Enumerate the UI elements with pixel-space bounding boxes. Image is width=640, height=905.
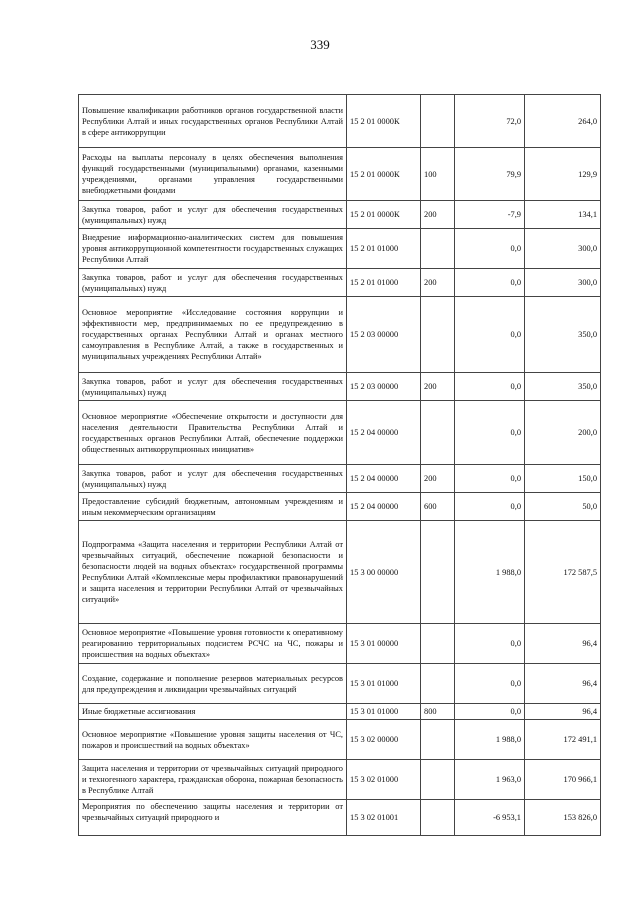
row-name: Основное мероприятие «Повышение уровня готовности к оперативному реагированию территориальных подсистем РСЧС на ЧС, пожары и происшествия на водных объектах» — [79, 624, 347, 664]
row-expense-type: 200 — [421, 269, 455, 297]
row-expense-type — [421, 664, 455, 704]
table-row — [79, 664, 601, 704]
row-value-total: 129,9 — [525, 148, 601, 201]
row-name: Создание, содержание и пополнение резервов материальных ресурсов для предупреждения и ликвидации чрезвычайных ситуаций — [79, 664, 347, 704]
row-code: 15 2 01 0000К — [347, 95, 421, 148]
table-row — [79, 201, 601, 229]
row-name: Закупка товаров, работ и услуг для обеспечения государственных (муниципальных) нужд — [79, 201, 347, 229]
row-name: Основное мероприятие «Повышение уровня защиты населения от ЧС, пожаров и происшествий на водных объектах» — [79, 720, 347, 760]
row-value-change: 72,0 — [455, 95, 525, 148]
row-code: 15 2 01 0000К — [347, 201, 421, 229]
row-code: 15 2 04 00000 — [347, 493, 421, 521]
row-value-total: 50,0 — [525, 493, 601, 521]
table-row — [79, 493, 601, 521]
row-expense-type — [421, 521, 455, 624]
row-name: Основное мероприятие «Обеспечение открытости и доступности для населения деятельности Правительства Республики Алтай и государственных органов Республики Алтай, обеспечение поддержки общественных антикоррупционных инициатив» — [79, 401, 347, 465]
table-row — [79, 373, 601, 401]
row-expense-type: 200 — [421, 373, 455, 401]
row-name: Закупка товаров, работ и услуг для обеспечения государственных (муниципальных) нужд — [79, 373, 347, 401]
row-value-change: 0,0 — [455, 624, 525, 664]
row-code: 15 2 01 0000К — [347, 148, 421, 201]
table-row — [79, 297, 601, 373]
row-code: 15 2 03 00000 — [347, 373, 421, 401]
row-value-total: 350,0 — [525, 373, 601, 401]
row-value-change: 1 963,0 — [455, 760, 525, 800]
row-expense-type: 600 — [421, 493, 455, 521]
row-expense-type — [421, 297, 455, 373]
row-code: 15 3 01 00000 — [347, 624, 421, 664]
table-row — [79, 704, 601, 720]
row-expense-type — [421, 401, 455, 465]
row-value-change: 0,0 — [455, 373, 525, 401]
row-expense-type — [421, 720, 455, 760]
row-value-total: 300,0 — [525, 229, 601, 269]
row-value-change: 0,0 — [455, 229, 525, 269]
table-row — [79, 465, 601, 493]
table-row — [79, 521, 601, 624]
row-value-change: 1 988,0 — [455, 720, 525, 760]
row-value-total: 96,4 — [525, 664, 601, 704]
row-expense-type — [421, 95, 455, 148]
row-name: Подпрограмма «Защита населения и территории Республики Алтай от чрезвычайных ситуаций, обеспечение пожарной безопасности и безопасности людей на водных объектах» государственной программы Республики Алтай «Комплексные меры профилактики правонарушений и защита населения и территории Республики Алтай от чрезвычайных ситуаций» — [79, 521, 347, 624]
row-name: Повышение квалификации работников органов государственной власти Республики Алтай и иных государственных органов Республики Алтай в сфере антикоррупции — [79, 95, 347, 148]
row-value-change: 0,0 — [455, 493, 525, 521]
row-expense-type: 200 — [421, 201, 455, 229]
row-code: 15 2 04 00000 — [347, 401, 421, 465]
row-expense-type: 100 — [421, 148, 455, 201]
row-value-total: 153 826,0 — [525, 800, 601, 836]
row-name: Внедрение информационно-аналитических систем для повышения уровня антикоррупционной компетентности государственных служащих Республики Алтай — [79, 229, 347, 269]
row-value-change: 0,0 — [455, 269, 525, 297]
row-value-total: 170 966,1 — [525, 760, 601, 800]
table-row — [79, 229, 601, 269]
row-name: Защита населения и территории от чрезвычайных ситуаций природного и техногенного характера, гражданская оборона, пожарная безопасность в Республике Алтай — [79, 760, 347, 800]
row-value-change: 0,0 — [455, 465, 525, 493]
row-name: Иные бюджетные ассигнования — [79, 704, 347, 720]
row-value-change: -7,9 — [455, 201, 525, 229]
row-name: Расходы на выплаты персоналу в целях обеспечения выполнения функций государственными (муниципальными) органами, казенными учреждениями, органами управления государственными внебюджетными фондами — [79, 148, 347, 201]
row-name: Основное мероприятие «Исследование состояния коррупции и эффективности мер, предпринимаемых по ее предупреждению в государственных органах Республики Алтай и органах местного самоуправления в Республике Алтай, а также в государственных и муниципальных учреждениях Республики Алтай» — [79, 297, 347, 373]
row-expense-type — [421, 229, 455, 269]
row-code: 15 3 02 01001 — [347, 800, 421, 836]
table-row — [79, 760, 601, 800]
row-name: Закупка товаров, работ и услуг для обеспечения государственных (муниципальных) нужд — [79, 465, 347, 493]
row-code: 15 2 01 01000 — [347, 269, 421, 297]
row-value-total: 134,1 — [525, 201, 601, 229]
row-value-change: 1 988,0 — [455, 521, 525, 624]
row-name: Закупка товаров, работ и услуг для обеспечения государственных (муниципальных) нужд — [79, 269, 347, 297]
row-value-change: 79,9 — [455, 148, 525, 201]
table-row — [79, 95, 601, 148]
row-code: 15 3 01 01000 — [347, 704, 421, 720]
table-row — [79, 148, 601, 201]
table-row — [79, 800, 601, 836]
row-code: 15 2 04 00000 — [347, 465, 421, 493]
row-name: Предоставление субсидий бюджетным, автономным учреждениям и иным некоммерческим организациям — [79, 493, 347, 521]
row-value-change: 0,0 — [455, 297, 525, 373]
row-value-total: 264,0 — [525, 95, 601, 148]
row-expense-type: 800 — [421, 704, 455, 720]
row-expense-type — [421, 760, 455, 800]
row-value-total: 172 491,1 — [525, 720, 601, 760]
row-value-change: -6 953,1 — [455, 800, 525, 836]
table-row — [79, 269, 601, 297]
row-expense-type — [421, 800, 455, 836]
row-value-change: 0,0 — [455, 664, 525, 704]
row-value-change: 0,0 — [455, 401, 525, 465]
row-value-total: 300,0 — [525, 269, 601, 297]
row-code: 15 3 01 01000 — [347, 664, 421, 704]
row-code: 15 3 02 00000 — [347, 720, 421, 760]
row-code: 15 3 02 01000 — [347, 760, 421, 800]
row-value-total: 200,0 — [525, 401, 601, 465]
row-value-total: 172 587,5 — [525, 521, 601, 624]
row-expense-type: 200 — [421, 465, 455, 493]
row-value-total: 96,4 — [525, 704, 601, 720]
table-row — [79, 401, 601, 465]
row-code: 15 2 01 01000 — [347, 229, 421, 269]
row-expense-type — [421, 624, 455, 664]
row-value-total: 150,0 — [525, 465, 601, 493]
page-number: 339 — [310, 37, 330, 52]
budget-table-body — [79, 95, 601, 836]
row-value-total: 350,0 — [525, 297, 601, 373]
table-row — [79, 624, 601, 664]
row-name: Мероприятия по обеспечению защиты населения и территории от чрезвычайных ситуаций природного и — [79, 800, 347, 836]
row-value-change: 0,0 — [455, 704, 525, 720]
row-value-total: 96,4 — [525, 624, 601, 664]
table-row — [79, 720, 601, 760]
row-code: 15 3 00 00000 — [347, 521, 421, 624]
budget-table — [78, 94, 601, 836]
row-code: 15 2 03 00000 — [347, 297, 421, 373]
